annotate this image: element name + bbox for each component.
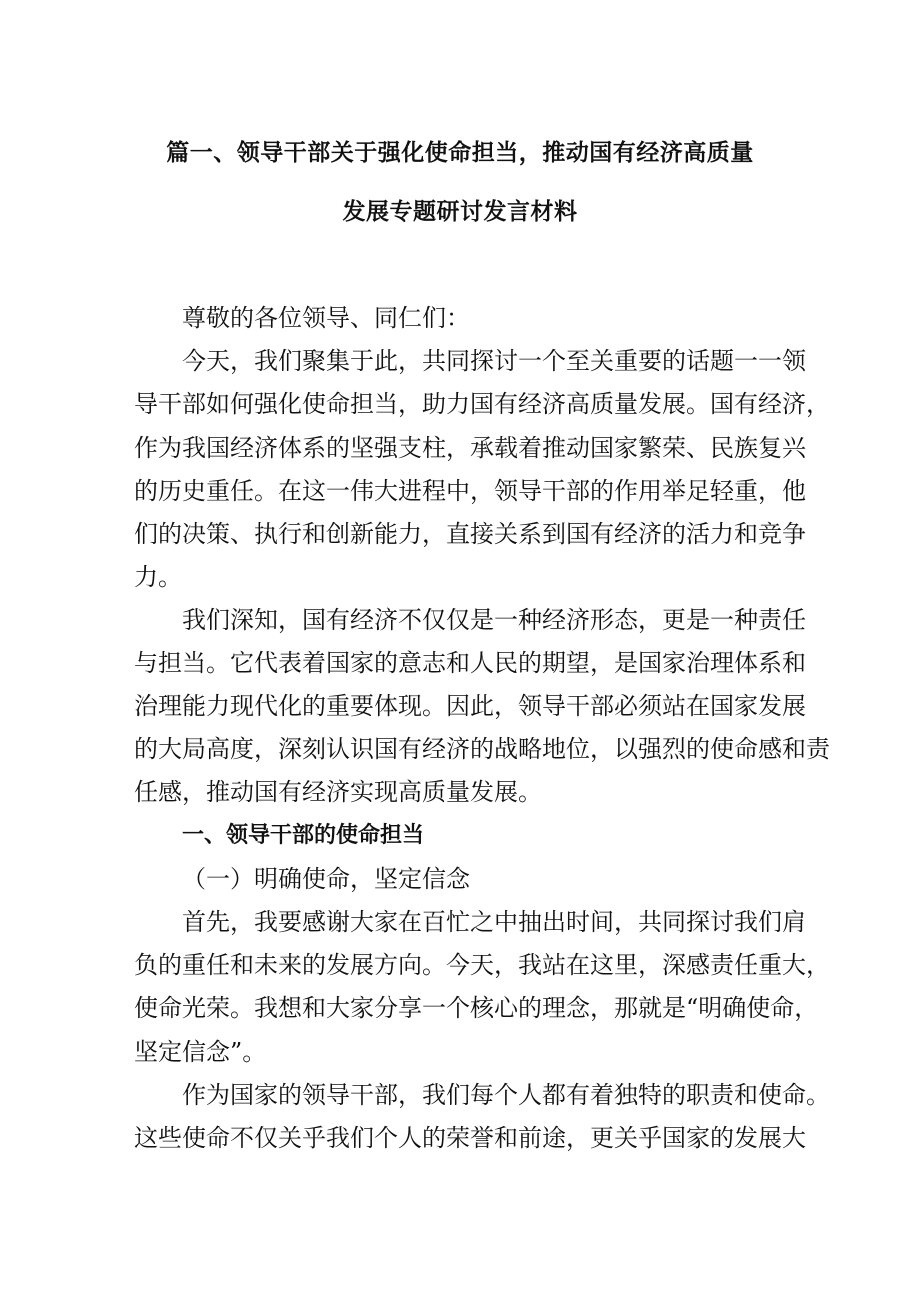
document-title-line-2: 发展专题研讨发言材料 [342,199,578,225]
paragraph-line: 坚定信念”。 [134,1038,267,1066]
paragraph-line: 与担当。它代表着国家的意志和人民的期望，是国家治理体系和 [134,649,806,677]
paragraph-line: 作为国家的领导干部，我们每个人都有着独特的职责和使命。 [182,1081,830,1109]
paragraph-line: 这些使命不仅关乎我们个人的荣誉和前途，更关乎国家的发展大 [134,1124,806,1152]
paragraph-line: 的历史重任。在这一伟大进程中，领导干部的作用举足轻重，他 [134,477,806,505]
paragraph-line: 们的决策、执行和创新能力，直接关系到国有经济的活力和竞争 [134,520,806,548]
greeting: 尊敬的各位领导、同仁们： [182,304,470,332]
paragraph-line: 负的重任和未来的发展方向。今天，我站在这里，深感责任重大， [134,951,830,979]
paragraph-line: 使命光荣。我想和大家分享一个核心的理念，那就是“明确使命， [134,994,819,1022]
paragraph-line: 我们深知，国有经济不仅仅是一种经济形态，更是一种责任 [182,606,806,634]
paragraph-line: 的大局高度，深刻认识国有经济的战略地位，以强烈的使命感和责 [134,735,830,763]
paragraph-line: 治理能力现代化的重要体现。因此，领导干部必须站在国家发展 [134,692,806,720]
section-heading: 一、领导干部的使命担当 [182,823,425,848]
document-title-line-1: 篇一、领导干部关于强化使命担当，推动国有经济高质量 [166,140,754,166]
paragraph-line: 今天，我们聚集于此，共同探讨一个至关重要的话题一一领 [182,347,806,375]
paragraph-line: 导干部如何强化使命担当，助力国有经济高质量发展。国有经济， [134,390,830,418]
paragraph-line: 首先，我要感谢大家在百忙之中抽出时间，共同探讨我们肩 [182,908,806,936]
subsection-heading: （一）明确使命，坚定信念 [182,865,470,893]
paragraph-line: 任感，推动国有经济实现高质量发展。 [134,778,542,806]
paragraph-line: 力。 [134,563,182,591]
paragraph-line: 作为我国经济体系的坚强支柱，承载着推动国家繁荣、民族复兴 [134,434,806,462]
